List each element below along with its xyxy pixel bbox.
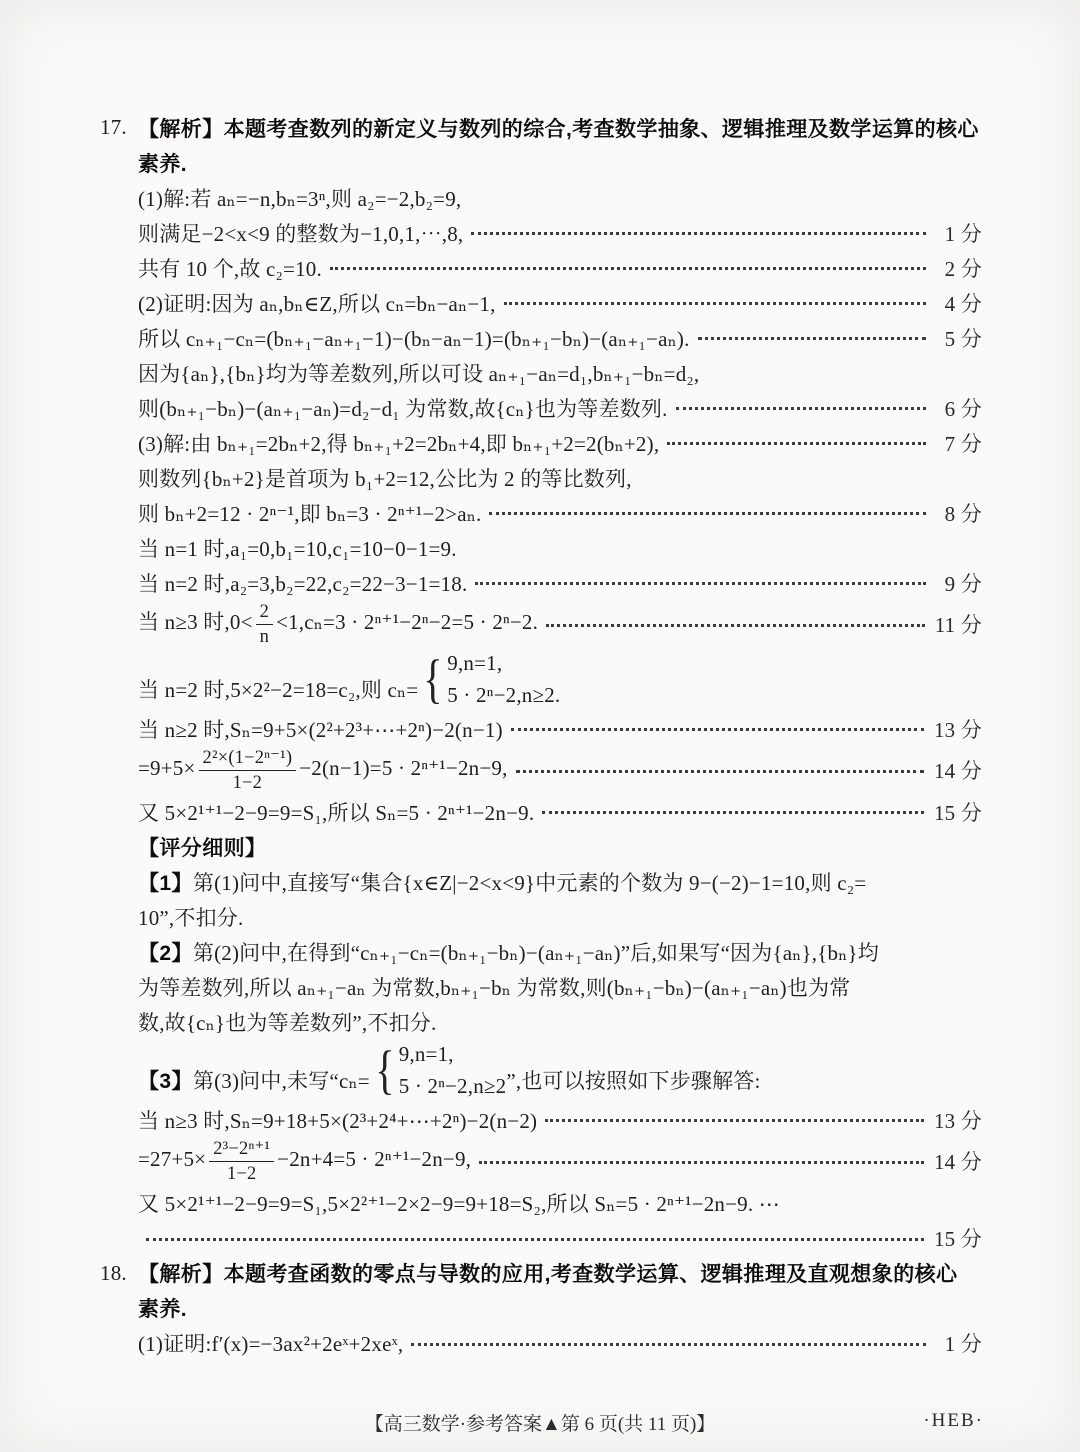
line-content: 又 5×2¹⁺¹−2−9=9=S₁,5×2²⁺¹−2×2−9=9+18=S₂,所以 Sₙ=5 · 2ⁿ⁺¹−2n−9. ⋯ <box>138 1192 780 1217</box>
solution-line <box>100 460 982 495</box>
dotted-leader <box>698 337 926 340</box>
line-content: 又 5×2¹⁺¹−2−9=9=S₁,所以 Sₙ=5 · 2ⁿ⁺¹−2n−9. <box>138 800 535 825</box>
score-mark: 5 分 <box>944 326 982 351</box>
dotted-leader <box>667 442 926 445</box>
solution-line <box>100 794 982 829</box>
dotted-leader <box>542 811 924 814</box>
line-content: =9+5× $\frac{\text{2²×(1−2ⁿ⁻¹)}}{1-2}$ −2(n−1)=5 · 2ⁿ⁺¹−2n−9, <box>138 746 508 794</box>
solution-line <box>100 600 982 648</box>
line-content: 【解析】本题考查函数的零点与导数的应用,考查数学运算、逻辑推理及直观想象的核心 <box>138 1263 958 1287</box>
dotted-leader <box>471 232 926 235</box>
solution-line <box>100 425 982 460</box>
score-mark: 11 分 <box>934 613 982 638</box>
solution-line <box>100 1137 982 1185</box>
solution-line <box>100 565 982 600</box>
score-mark: 13 分 <box>933 717 982 742</box>
score-mark: 4 分 <box>944 291 982 316</box>
dotted-leader <box>546 624 925 627</box>
score-mark: 2 分 <box>944 256 982 281</box>
score-mark: 14 分 <box>933 759 982 784</box>
line-content: 【3】第(3)问中,未写“cₙ= { 9,n=1, 5 · 2ⁿ−2,n≥2 ”,也可以按照如下步骤解答: <box>138 1040 761 1101</box>
dotted-leader <box>479 1161 924 1164</box>
solution-line <box>100 145 982 180</box>
solution-line <box>100 285 982 320</box>
dotted-leader <box>330 267 926 270</box>
left-brace: { <box>423 649 444 710</box>
solution-line <box>100 934 982 969</box>
solution-line <box>100 969 982 1004</box>
line-content: =27+5× $\frac{\text{2³−2ⁿ⁺¹}}{1-2}$ −2n+4=5 · 2ⁿ⁺¹−2n−9, <box>138 1137 471 1185</box>
solution-line <box>100 390 982 425</box>
dotted-leader <box>511 728 924 731</box>
line-content: (2)证明:因为 aₙ,bₙ∈Z,所以 cₙ=bₙ−aₙ−1, <box>138 291 496 316</box>
line-content: 共有 10 个,故 c₂=10. <box>138 256 322 281</box>
line-content: 素养. <box>138 1298 188 1322</box>
line-content: 则(bₙ₊₁−bₙ)−(aₙ₊₁−aₙ)=d₂−d₁ 为常数,故{cₙ}也为等差数列. <box>138 396 668 421</box>
solution-line <box>100 864 982 899</box>
solution-line <box>100 215 982 250</box>
line-content: (1)解:若 aₙ=−n,bₙ=3ⁿ,则 a₂=−2,b₂=9, <box>138 186 462 211</box>
line-content: 当 n=1 时,a₁=0,b₁=10,c₁=10−0−1=9. <box>138 536 457 561</box>
solution-line <box>100 899 982 934</box>
solution-line <box>100 711 982 746</box>
dotted-leader <box>411 1343 926 1346</box>
line-content: 【评分细则】 <box>138 836 267 860</box>
footer-page-label: 【高三数学·参考答案▲第 6 页(共 11 页)】 <box>364 1414 716 1435</box>
line-content: (3)解:由 bₙ₊₁=2bₙ+2,得 bₙ₊₁+2=2bₙ+4,即 bₙ₊₁+2=2(bₙ+2), <box>138 431 660 456</box>
line-content: 当 n=2 时,a₂=3,b₂=22,c₂=22−3−1=18. <box>138 571 468 596</box>
score-mark: 1 分 <box>944 221 982 246</box>
solution-line <box>100 1102 982 1137</box>
question-number: 17. <box>100 115 127 139</box>
solution-line <box>100 530 982 565</box>
score-mark: 15 分 <box>933 800 982 825</box>
solution-line <box>100 1291 982 1326</box>
dotted-leader <box>516 770 924 773</box>
line-content: 则数列{bₙ+2}是首项为 b₁+2=12,公比为 2 的等比数列, <box>138 466 632 491</box>
dotted-leader <box>676 407 926 410</box>
line-content: 则 bₙ+2=12 · 2ⁿ⁻¹,即 bₙ=3 · 2ⁿ⁺¹−2>aₙ. <box>138 501 482 526</box>
line-content: 【1】第(1)问中,直接写“集合{x∈Z|−2<x<9}中元素的个数为 9−(−2)−1=10,则 c₂= <box>138 870 867 895</box>
piecewise-cases: { 9,n=1, 5 · 2ⁿ−2,n≥2 <box>375 1040 507 1101</box>
solution-line <box>100 495 982 530</box>
score-mark: 13 分 <box>933 1108 982 1133</box>
solution-line <box>100 746 982 794</box>
dotted-leader <box>489 512 926 515</box>
solution-line <box>100 829 982 864</box>
line-content: 【2】第(2)问中,在得到“cₙ₊₁−cₙ=(bₙ₊₁−bₙ)−(aₙ₊₁−aₙ)”后,如果写“因为{aₙ},{bₙ}均 <box>138 940 879 965</box>
line-content: 为等差数列,所以 aₙ₊₁−aₙ 为常数,bₙ₊₁−bₙ 为常数,则(bₙ₊₁−bₙ)−(aₙ₊₁−aₙ)也为常 <box>138 975 851 1000</box>
solution-line <box>100 1004 982 1039</box>
line-content: 所以 cₙ₊₁−cₙ=(bₙ₊₁−aₙ₊₁−1)−(bₙ−aₙ−1)=(bₙ₊₁−bₙ)−(aₙ₊₁−aₙ). <box>138 326 690 351</box>
solution-line <box>100 1256 982 1291</box>
line-content: 因为{aₙ},{bₙ}均为等差数列,所以可设 aₙ₊₁−aₙ=d₁,bₙ₊₁−bₙ=d₂, <box>138 361 700 386</box>
fraction: $\frac{2}{n}$ <box>256 600 273 648</box>
score-mark: 9 分 <box>944 571 982 596</box>
solution-line <box>100 1039 982 1102</box>
line-content: 10”,不扣分. <box>138 905 244 930</box>
page-footer <box>0 1409 1080 1436</box>
score-mark: 15 分 <box>933 1227 982 1252</box>
solution-line <box>100 355 982 390</box>
solution-line <box>100 1221 982 1256</box>
line-content: 当 n≥2 时,Sₙ=9+5×(2²+2³+⋯+2ⁿ)−2(n−1) <box>138 717 503 742</box>
line-content: 【解析】本题考查数列的新定义与数列的综合,考查数学抽象、逻辑推理及数学运算的核心 <box>138 117 979 141</box>
dotted-leader <box>146 1238 924 1241</box>
solution-line <box>100 648 982 711</box>
line-content: 素养. <box>138 152 188 176</box>
dotted-leader <box>545 1119 924 1122</box>
footer-publisher-code: ·HEB· <box>923 1410 984 1431</box>
score-mark: 7 分 <box>944 431 982 456</box>
line-content: 数,故{cₙ}也为等差数列”,不扣分. <box>138 1010 437 1035</box>
solution-line <box>100 110 982 145</box>
line-content: 则满足−2<x<9 的整数为−1,0,1,⋯,8, <box>138 221 464 246</box>
line-content: (1)证明:f′(x)=−3ax²+2eˣ+2xeˣ, <box>138 1332 404 1357</box>
piecewise-cases: { 9,n=1, 5 · 2ⁿ−2,n≥2. <box>423 649 561 710</box>
solution-line <box>100 250 982 285</box>
solution-line <box>100 180 982 215</box>
left-brace: { <box>375 1040 395 1101</box>
fraction: $\frac{\text{2²×(1−2ⁿ⁻¹)}}{1-2}$ <box>199 746 297 794</box>
score-mark: 8 分 <box>944 501 982 526</box>
dotted-leader <box>504 302 926 305</box>
dotted-leader <box>475 582 926 585</box>
score-mark: 6 分 <box>944 396 982 421</box>
line-content: 当 n≥3 时,0< $\frac{2}{n}$ <1,cₙ=3 · 2ⁿ⁺¹−2ⁿ−2=5 · 2ⁿ−2. <box>138 600 538 648</box>
solution-line <box>100 320 982 355</box>
fraction: $\frac{\text{2³−2ⁿ⁺¹}}{1-2}$ <box>209 1137 274 1185</box>
solution-line <box>100 1186 982 1221</box>
solution-line <box>100 1326 982 1361</box>
score-mark: 1 分 <box>944 1332 982 1357</box>
question-number: 18. <box>100 1260 127 1285</box>
score-mark: 14 分 <box>933 1150 982 1175</box>
line-content: 当 n≥3 时,Sₙ=9+18+5×(2³+2⁴+⋯+2ⁿ)−2(n−2) <box>138 1108 538 1133</box>
line-content: 当 n=2 时,5×2²−2=18=c₂,则 cₙ= { 9,n=1, 5 · 2ⁿ−2,n≥2. <box>138 649 561 710</box>
